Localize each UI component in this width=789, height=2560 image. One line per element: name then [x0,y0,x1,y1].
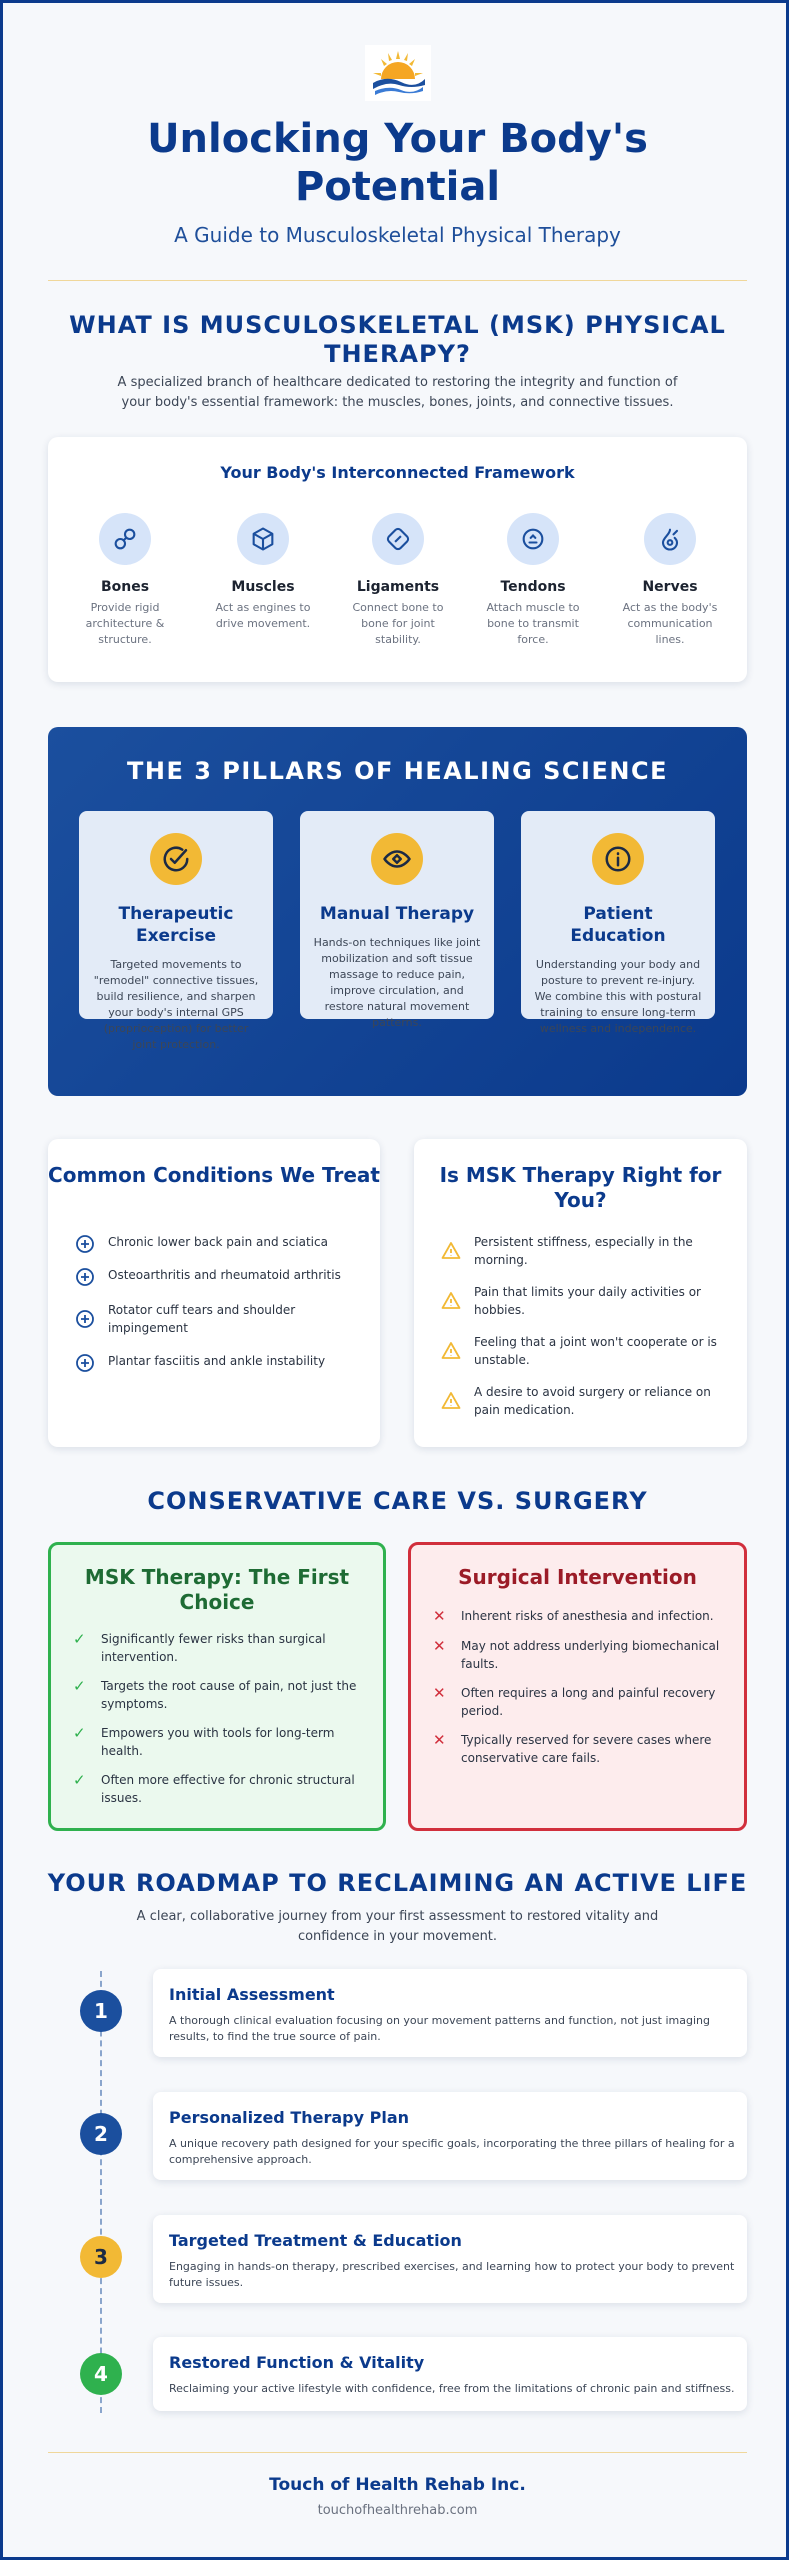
bone-icon [99,513,151,565]
step-desc: A unique recovery path designed for your specific goals, incorporating the three pillars of healing for a comprehensive approach. [169,2137,735,2166]
benefit-item [73,1677,363,1713]
warning-icon [440,1390,462,1412]
pillar-desc: Understanding your body and posture to prevent re-injury. We combine this with postural training to ensure long-term wellness and independence. [534,958,702,1035]
roadmap-step [153,2215,747,2303]
pillar-name: Patient Education [570,904,666,946]
msk-therapy-card [48,1542,386,1831]
pillars-panel [48,727,747,1096]
risk-text: Often requires a long and painful recovery period. [461,1686,716,1718]
framework-item-muscles [213,513,313,632]
timeline-line [100,1971,102,2413]
framework-item-desc: Act as engines to drive movement. [215,601,311,630]
framework-item-tendons [483,513,583,648]
symptom-text: Persistent stiffness, especially in the morning. [474,1235,693,1267]
what-is-heading: WHAT IS MUSCULOSKELETAL (MSK) PHYSICAL THERAPY? [69,311,726,368]
symptom-item [440,1383,730,1419]
roadmap-step [153,1969,747,2057]
pillar-name: Therapeutic Exercise [118,904,234,946]
symptom-text: Pain that limits your daily activities or hobbies. [474,1285,701,1317]
pillar-therapeutic-exercise [79,811,273,1051]
check-icon: ✓ [73,1630,86,1648]
plus-circle-icon [74,1233,96,1255]
plus-circle-icon [74,1266,96,1288]
ligament-icon [372,513,424,565]
pillars-heading: THE 3 PILLARS OF HEALING SCIENCE [127,757,668,785]
step-title: Targeted Treatment & Education [169,2231,462,2250]
what-is-description: A specialized branch of healthcare dedicated to restoring the integrity and function of your body's essential framework: the muscles, bones, joints, and connective tissues. [117,375,678,410]
framework-item-ligaments [348,513,448,648]
nerve-icon [644,513,696,565]
framework-title: Your Body's Interconnected Framework [220,463,575,482]
framework-item-desc: Attach muscle to bone to transmit force. [486,601,580,646]
plus-circle-icon [74,1308,96,1330]
framework-item-bones [75,513,175,648]
condition-text: Chronic lower back pain and sciatica [108,1235,328,1249]
surgery-title: Surgical Intervention [458,1565,697,1589]
x-icon: ✕ [433,1607,446,1625]
roadmap-step [153,2092,747,2180]
risk-item [433,1637,723,1673]
benefit-item [73,1630,363,1666]
benefit-text: Significantly fewer risks than surgical intervention. [101,1632,326,1664]
risk-text: Typically reserved for severe cases where conservative care fails. [461,1733,712,1765]
framework-item-desc: Act as the body's communication lines. [622,601,718,646]
framework-item-name: Ligaments [356,579,440,595]
x-icon: ✕ [433,1637,446,1655]
tendon-icon [507,513,559,565]
page-title: Unlocking Your Body's Potential [147,116,648,210]
check-icon: ✓ [73,1724,86,1742]
warning-icon [440,1290,462,1312]
pillar-manual-therapy [300,811,494,1029]
footer-website-link[interactable]: touchofhealthrehab.com [317,2503,478,2518]
warning-icon [440,1340,462,1362]
page-subtitle: A Guide to Musculoskeletal Physical Therapy [174,223,621,247]
framework-item-name: Nerves [642,579,698,595]
comparison-heading: CONSERVATIVE CARE VS. SURGERY [147,1487,648,1515]
check-circle-icon [150,833,202,885]
roadmap-description: A clear, collaborative journey from your first assessment to restored vitality and confidence in your movement. [136,1909,659,1944]
step-title: Restored Function & Vitality [169,2353,425,2372]
msk-therapy-title: MSK Therapy: The First Choice [84,1565,350,1614]
pillar-desc: Targeted movements to "remodel" connective tissues, build resilience, and sharpen your body's internal GPS (proprioception) for better joint protection. [93,958,259,1051]
step-number-badge: 1 [80,1990,122,2032]
footer-divider [48,2452,747,2453]
info-icon [592,833,644,885]
step-number-badge: 2 [80,2113,122,2155]
pillar-desc: Hands-on techniques like joint mobilization and soft tissue massage to reduce pain, improve circulation, and restore natural movement patterns. [313,936,481,1029]
framework-item-name: Muscles [231,579,295,595]
conditions-heading: Common Conditions We Treat [48,1163,380,1187]
eye-icon [371,833,423,885]
condition-item [74,1352,364,1374]
condition-item [74,1266,364,1288]
benefit-item [73,1771,363,1807]
footer-company-name: Touch of Health Rehab Inc. [269,2475,526,2495]
risk-text: May not address underlying biomechanical faults. [461,1639,720,1671]
check-icon: ✓ [73,1771,86,1789]
step-number-badge: 3 [80,2236,122,2278]
step-title: Personalized Therapy Plan [169,2108,410,2127]
condition-text: Plantar fasciitis and ankle instability [108,1354,326,1368]
step-number-badge: 4 [80,2353,122,2395]
step-title: Initial Assessment [169,1985,335,2004]
benefit-text: Empowers you with tools for long-term health. [101,1726,335,1758]
symptom-item [440,1233,730,1269]
right-for-you-card [414,1139,747,1447]
symptom-item [440,1283,730,1319]
framework-item-desc: Provide rigid architecture & structure. [85,601,165,646]
risk-item [433,1731,723,1767]
risk-item [433,1684,723,1720]
step-desc: Reclaiming your active lifestyle with confidence, free from the limitations of chronic pain and stiffness. [169,2382,735,2395]
step-desc: Engaging in hands-on therapy, prescribed exercises, and learning how to protect your body to prevent future issues. [169,2260,735,2289]
risk-item [433,1607,723,1625]
symptom-text: Feeling that a joint won't cooperate or is unstable. [474,1335,717,1367]
warning-icon [440,1240,462,1262]
sunrise-logo-icon [365,45,431,101]
pillar-patient-education [521,811,715,1035]
framework-item-name: Bones [100,579,150,595]
roadmap-heading: YOUR ROADMAP TO RECLAIMING AN ACTIVE LIFE [47,1869,748,1897]
condition-text: Osteoarthritis and rheumatoid arthritis [108,1268,341,1282]
benefit-text: Often more effective for chronic structural issues. [101,1773,355,1805]
framework-card [48,437,747,682]
divider [48,280,747,281]
x-icon: ✕ [433,1684,446,1702]
risk-text: Inherent risks of anesthesia and infection. [461,1609,714,1623]
right-for-you-heading: Is MSK Therapy Right for You? [439,1163,722,1212]
step-desc: A thorough clinical evaluation focusing on your movement patterns and function, not just imaging results, to find the true source of pain. [169,2014,710,2043]
condition-text: Rotator cuff tears and shoulder impingement [108,1303,296,1335]
conditions-card [48,1139,380,1447]
pillar-name: Manual Therapy [319,904,475,924]
benefit-item [73,1724,363,1760]
cube-icon [237,513,289,565]
check-icon: ✓ [73,1677,86,1695]
symptom-text: A desire to avoid surgery or reliance on pain medication. [474,1385,711,1417]
framework-item-name: Tendons [500,579,566,595]
benefit-text: Targets the root cause of pain, not just the symptoms. [101,1679,357,1711]
plus-circle-icon [74,1352,96,1374]
roadmap-step [153,2337,747,2411]
x-icon: ✕ [433,1731,446,1749]
framework-item-nerves [620,513,720,648]
symptom-item [440,1333,730,1369]
condition-item [74,1301,364,1337]
surgery-card [408,1542,747,1831]
condition-item [74,1233,364,1255]
framework-item-desc: Connect bone to bone for joint stability. [352,601,444,646]
